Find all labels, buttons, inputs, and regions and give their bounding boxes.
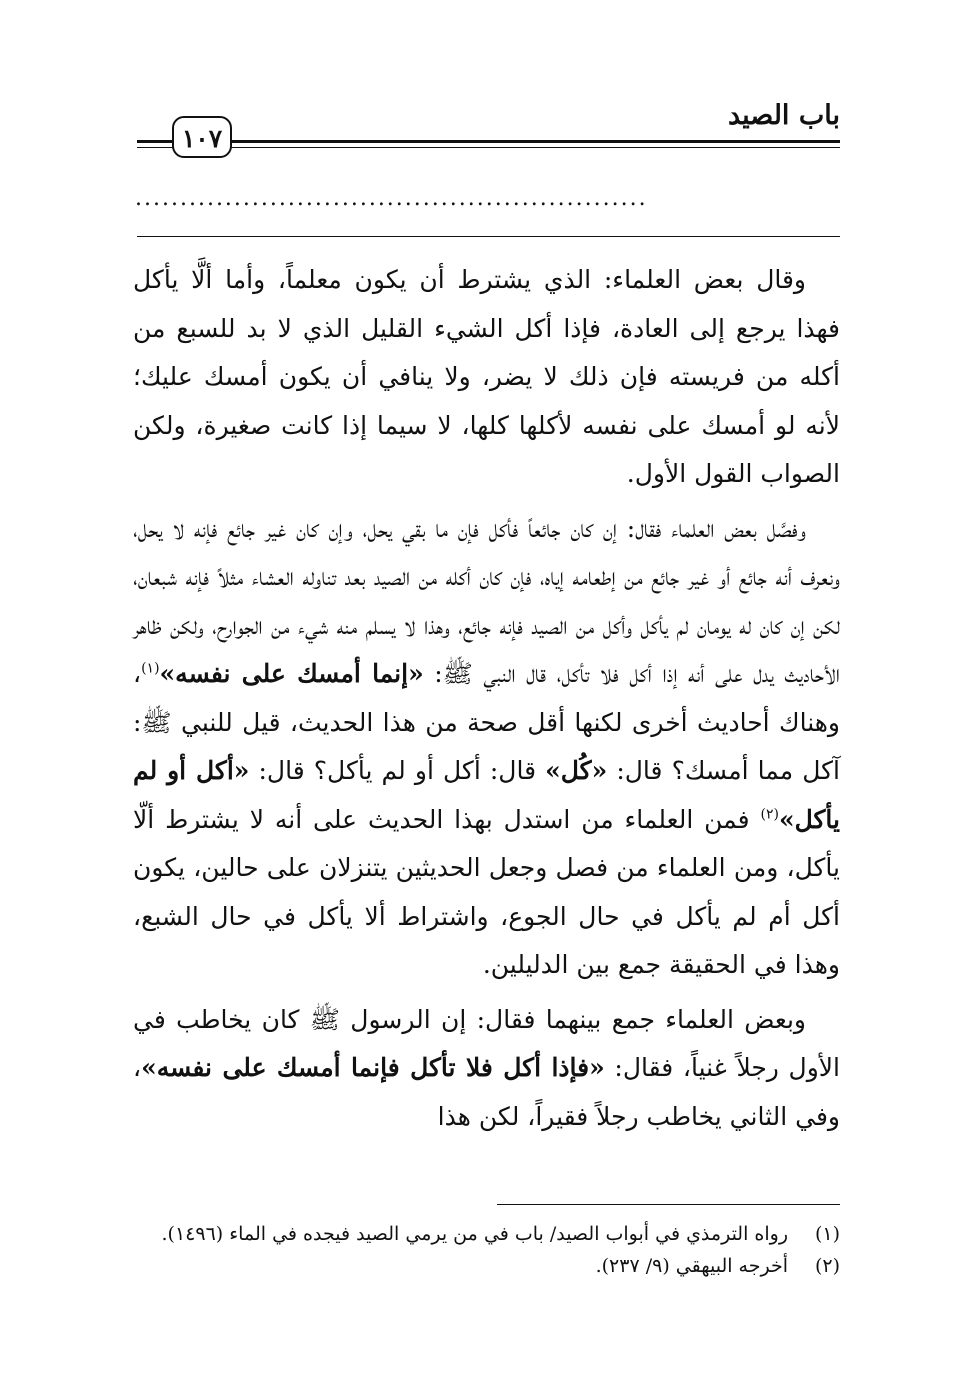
body-top-rule <box>137 236 840 237</box>
footnote-2-number: (٢) <box>814 1255 840 1277</box>
hadith-quote-2: «كُل» <box>545 756 608 785</box>
footnote-1-number: (١) <box>814 1223 840 1245</box>
paragraph-3-part-a: وبعض العلماء جمع بينهما فقال: إن الرسول ﷺ كان يخاطب في الأول رجلاً غنياً، فقال: <box>133 1004 841 1082</box>
footnote-2-text: أخرجه البيهقي (٩/ ٢٣٧). <box>595 1255 788 1277</box>
paragraph-1: وقال بعض العلماء: الذي يشترط أن يكون معلماً، وأما ألَّا يأكل فهذا يرجع إلى العادة، فإذا أكل الشيء القليل الذي لا بد للسبع من أكله من فريسته فإن ذلك لا يضر، ولا ينافي أن يكون أمسك عليك؛ لأنه لو أمسك على نفسه لأكلها كلها، لا سيما إذا كانت صغيرة، ولكن الصواب القول الأول. <box>133 265 840 488</box>
paragraph-2-part-a: وفصَّل بعض العلماء فقال: إن كان جائعاً فأكل فإن ما بقي يحل، وإن كان غير جائع فإنه لا يحل، ونعرف أنه جائع أو غير جائع من إطعامه إياه، فإن كان أكله من الصيد بعد تناوله العشاء مثلاً فإنه شبعان، لكن إن كان له يومان لم يأكل وأكل من الصيد فإنه جائع، وهذا لا يسلم منه شيء من الجوارح، ولكن ظاهر الأحاديث يدل على أنه إذا أكل فلا تأكل، قال النبي ﷺ: <box>133 513 840 688</box>
footnote-2 <box>133 1250 840 1282</box>
paragraph-3-part-b: ، وفي الثاني يخاطب رجلاً فقيراً، لكن هذا <box>133 1053 840 1131</box>
header-rule-thin <box>137 147 840 148</box>
footnotes <box>133 1218 840 1282</box>
hadith-quote-3: «أكل أو لم يأكل» <box>133 756 840 834</box>
footnote-ref-1: (١) <box>141 660 160 677</box>
paragraph-2-part-b: ، وهناك أحاديث أخرى لكنها أقل صحة من هذا الحديث، قيل للنبي ﷺ: آكل مما أمسك؟ قال: <box>133 659 840 785</box>
footnote-rule <box>497 1204 840 1205</box>
paragraph-2 <box>133 505 840 990</box>
paragraph-2-part-d: فمن العلماء من استدل بهذا الحديث على أنه لا يشترط ألّا يأكل، ومن العلماء من فصل وجعل الحديثين يتنزلان على حالين، يكون أكل أم لم يأكل في حال الجوع، واشتراط ألا يأكل في حال الشبع، وهذا في الحقيقة جمع بين الدليلين. <box>133 804 840 979</box>
dotted-divider: ......................................................... <box>135 186 648 211</box>
page-number: ١٠٧ <box>172 116 232 158</box>
paragraph-3 <box>133 996 840 1142</box>
paragraph-2-part-c: قال: أكل أو لم يأكل؟ قال: <box>249 756 546 785</box>
body-text <box>133 256 840 1143</box>
header-rule <box>137 140 840 152</box>
chapter-title: باب الصيد <box>727 100 840 131</box>
hadith-quote-4: «فإذا أكل فلا تأكل فإنما أمسك على نفسه» <box>141 1053 605 1082</box>
header-rule-thick <box>137 140 840 143</box>
footnote-1-text: رواه الترمذي في أبواب الصيد/ باب في من يرمي الصيد فيجده في الماء (١٤٩٦). <box>161 1223 788 1245</box>
footnote-ref-2: (٢) <box>760 806 779 823</box>
hadith-quote-1: «إنما أمسك على نفسه» <box>159 659 424 688</box>
footnote-1 <box>133 1218 840 1250</box>
